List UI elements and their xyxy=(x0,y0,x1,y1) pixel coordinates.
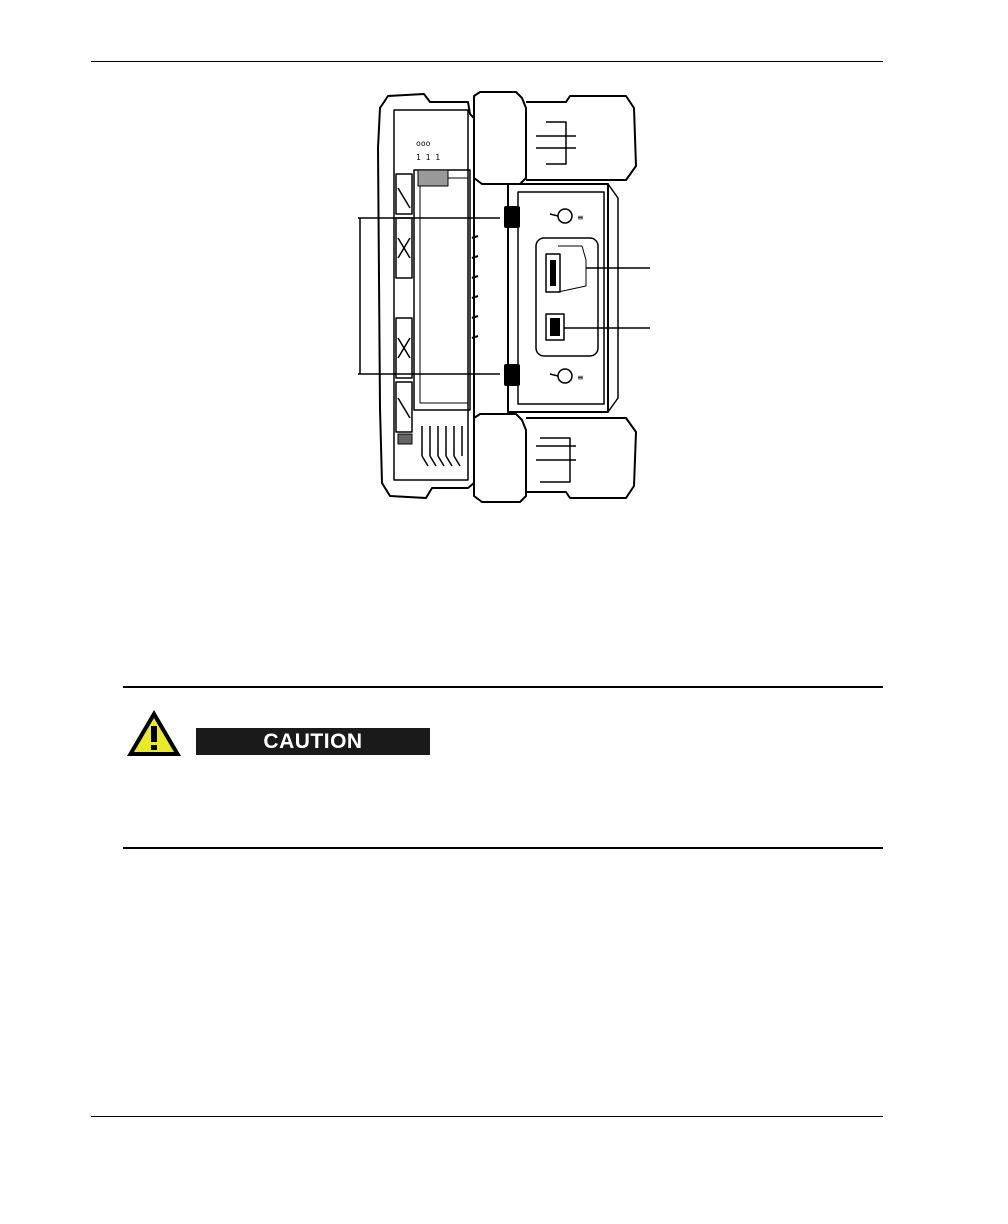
svg-text:ooo: ooo xyxy=(416,139,431,148)
caution-bottom-rule xyxy=(123,847,883,849)
svg-text:1 1 1: 1 1 1 xyxy=(416,153,441,162)
header-rule xyxy=(91,61,883,62)
svg-text:≡: ≡ xyxy=(577,213,584,222)
warning-triangle-icon xyxy=(125,708,183,758)
instrument-side-illustration xyxy=(350,88,650,508)
caution-top-rule xyxy=(123,686,883,688)
caution-banner: CAUTION xyxy=(196,728,430,755)
svg-text:≡: ≡ xyxy=(577,373,584,382)
footer-rule xyxy=(91,1116,883,1117)
